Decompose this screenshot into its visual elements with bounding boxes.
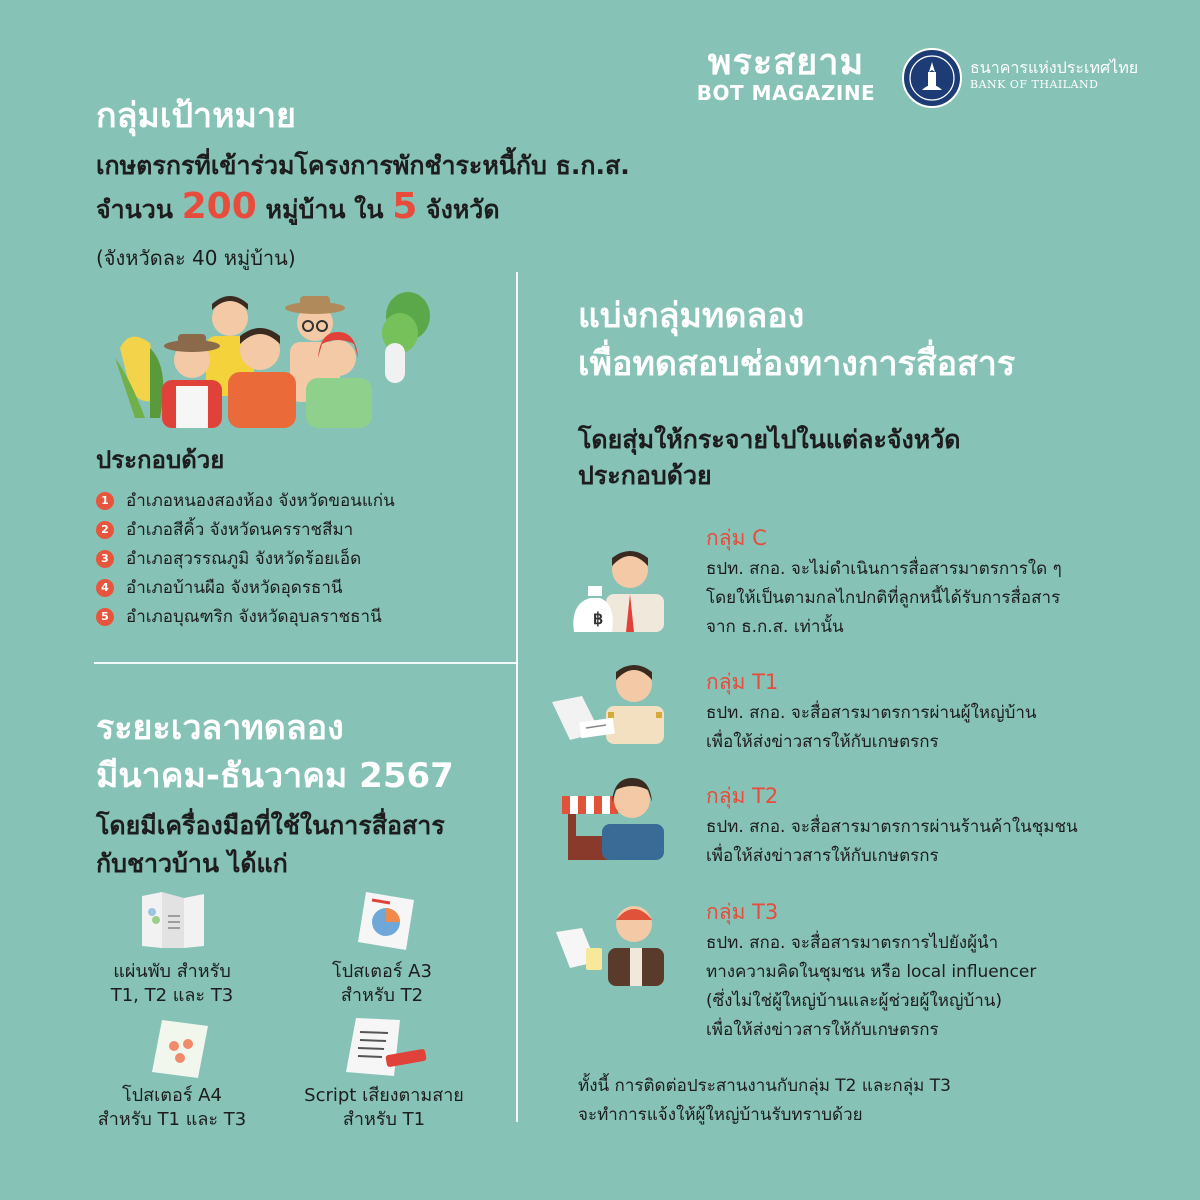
poster-a3-icon <box>356 890 416 952</box>
tool-label-line2: สำหรับ T1 <box>342 1109 426 1130</box>
groups-title: แบ่งกลุ่มทดลอง <box>578 296 805 336</box>
description-line: โดยให้เป็นตามกลไกปกติที่ลูกหนี้ได้รับการสื่อสาร <box>706 588 1061 608</box>
tool-label-line1: โปสเตอร์ A3 <box>332 961 432 982</box>
bank-name-english: BANK OF THAILAND <box>970 78 1099 91</box>
description-line: ธปท. สกอ. จะสื่อสารมาตรการไปยังผู้นำ <box>706 933 999 953</box>
tool-label-line2: สำหรับ T1 และ T3 <box>97 1109 247 1130</box>
coordination-note <box>578 1072 951 1130</box>
vertical-divider <box>516 272 518 1122</box>
groups-subtitle: โดยสุ่มให้กระจายไปในแต่ละจังหวัด <box>578 425 961 454</box>
tool-label-line2: T1, T2 และ T3 <box>110 985 234 1006</box>
list-item <box>96 515 395 544</box>
horizontal-divider <box>94 662 518 664</box>
magazine-logo-english: BOT MAGAZINE <box>696 81 876 105</box>
district-text: อำเภอหนองสองห้อง จังหวัดขอนแก่น <box>126 491 395 511</box>
tool-script-label <box>284 1084 484 1132</box>
group-name: กลุ่ม C <box>706 526 767 550</box>
magazine-logo <box>686 44 886 104</box>
group-t2 <box>706 780 1078 871</box>
list-item <box>96 486 395 515</box>
district-text: อำเภอสีคิ้ว จังหวัดนครราชสีมา <box>126 520 354 540</box>
description-line: เพื่อให้ส่งข่าวสารให้กับเกษตรกร <box>706 1020 939 1040</box>
period-dates: มีนาคม-ธันวาคม 2567 <box>96 756 454 796</box>
target-count-suffix: จังหวัด <box>425 195 500 224</box>
period-title: ระยะเวลาทดลอง <box>96 708 344 748</box>
tools-intro-line2: กับชาวบ้าน ได้แก่ <box>96 849 288 878</box>
groups-subtitle-line2: ประกอบด้วย <box>578 461 712 490</box>
description-line: ธปท. สกอ. จะสื่อสารมาตรการผ่านร้านค้าในชุมชน <box>706 817 1078 837</box>
list-item <box>96 602 395 631</box>
shop-keeper-icon <box>562 776 666 860</box>
tools-intro-line1: โดยมีเครื่องมือที่ใช้ในการสื่อสาร <box>96 811 445 840</box>
target-note: (จังหวัดละ 40 หมู่บ้าน) <box>96 246 296 270</box>
number-badge: 4 <box>96 579 114 597</box>
group-description <box>706 813 1078 871</box>
description-line: ธปท. สกอ. จะไม่ดำเนินการสื่อสารมาตรการใด ๆ <box>706 559 1062 579</box>
group-description <box>706 699 1037 757</box>
group-name: กลุ่ม T1 <box>706 670 779 694</box>
target-count-middle: หมู่บ้าน ใน <box>265 195 384 224</box>
poster-a4-icon <box>150 1018 210 1080</box>
district-text: อำเภอบุณฑริก จังหวัดอุบลราชธานี <box>126 607 382 627</box>
tool-brochure-label <box>72 960 272 1008</box>
districts-list <box>96 486 395 631</box>
list-item <box>96 573 395 602</box>
tool-poster-a3-label <box>282 960 482 1008</box>
description-line: (ซึ่งไม่ใช่ผู้ใหญ่บ้านและผู้ช่วยผู้ใหญ่บ้าน) <box>706 991 1003 1011</box>
note-line: ทั้งนี้ การติดต่อประสานงานกับกลุ่ม T2 และกลุ่ม T3 <box>578 1076 951 1096</box>
svg-text:฿: ฿ <box>593 611 604 628</box>
bank-logo-text <box>970 58 1138 92</box>
number-badge: 1 <box>96 492 114 510</box>
groups-title-line2: เพื่อทดสอบช่องทางการสื่อสาร <box>578 344 1016 384</box>
target-heading: กลุ่มเป้าหมาย <box>96 96 296 136</box>
village-head-icon <box>552 662 666 744</box>
farmers-illustration <box>110 288 440 428</box>
target-count-prefix: จำนวน <box>96 195 173 224</box>
brochure-icon <box>140 890 206 950</box>
district-text: อำเภอบ้านผือ จังหวัดอุดรธานี <box>126 578 343 598</box>
description-line: เพื่อให้ส่งข่าวสารให้กับเกษตรกร <box>706 732 939 752</box>
money-bag-officer-icon <box>570 546 666 632</box>
bank-seal-icon <box>902 48 962 108</box>
tool-label-line1: แผ่นพับ สำหรับ <box>113 961 231 982</box>
target-description: เกษตรกรที่เข้าร่วมโครงการพักชำระหนี้กับ ธ.ก.ส. <box>96 151 630 180</box>
group-name: กลุ่ม T3 <box>706 900 779 924</box>
description-line: เพื่อให้ส่งข่าวสารให้กับเกษตรกร <box>706 846 939 866</box>
lettuce-icon <box>382 292 430 383</box>
magazine-logo-thai: พระสยาม <box>707 42 865 83</box>
tool-label-line2: สำหรับ T2 <box>340 985 424 1006</box>
influencer-icon <box>556 900 666 986</box>
group-t3 <box>706 896 1036 1045</box>
district-text: อำเภอสุวรรณภูมิ จังหวัดร้อยเอ็ด <box>126 549 362 569</box>
note-line: จะทำการแจ้งให้ผู้ใหญ่บ้านรับทราบด้วย <box>578 1105 863 1125</box>
number-badge: 3 <box>96 550 114 568</box>
tool-label-line1: Script เสียงตามสาย <box>304 1085 464 1106</box>
districts-title: ประกอบด้วย <box>96 446 225 474</box>
village-count: 200 <box>181 186 257 227</box>
description-line: ธปท. สกอ. จะสื่อสารมาตรการผ่านผู้ใหญ่บ้าน <box>706 703 1037 723</box>
bank-name-thai: ธนาคารแห่งประเทศไทย <box>970 58 1139 77</box>
list-item <box>96 544 395 573</box>
group-description <box>706 929 1036 1045</box>
group-description <box>706 555 1062 642</box>
description-line: จาก ธ.ก.ส. เท่านั้น <box>706 617 844 637</box>
number-badge: 5 <box>96 608 114 626</box>
tool-poster-a4-label <box>72 1084 272 1132</box>
group-name: กลุ่ม T2 <box>706 784 779 808</box>
target-count-line <box>96 186 500 230</box>
number-badge: 2 <box>96 521 114 539</box>
corn-icon <box>115 337 163 418</box>
description-line: ทางความคิดในชุมชน หรือ local influencer <box>706 962 1037 982</box>
group-c <box>706 522 1062 642</box>
script-icon <box>342 1016 430 1082</box>
tool-label-line1: โปสเตอร์ A4 <box>122 1085 222 1106</box>
province-count: 5 <box>392 186 418 227</box>
group-t1 <box>706 666 1037 757</box>
